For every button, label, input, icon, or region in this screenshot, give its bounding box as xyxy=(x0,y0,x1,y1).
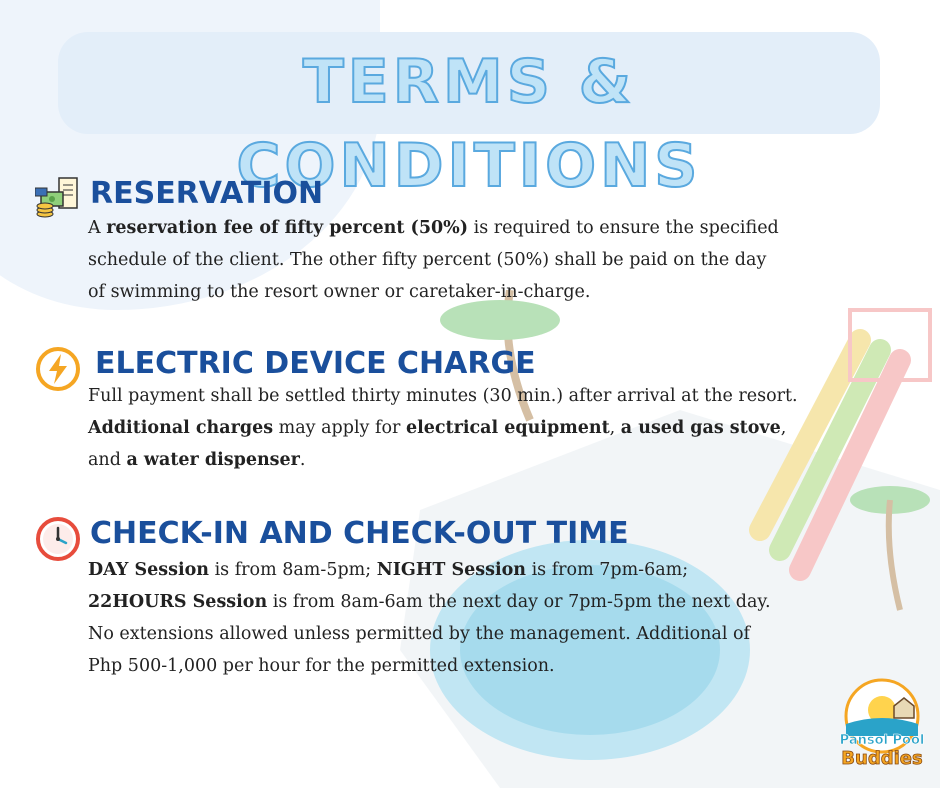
body-line: and a water dispenser. xyxy=(88,450,306,470)
clock-icon xyxy=(35,516,81,562)
section-heading: CHECK-IN AND CHECK-OUT TIME xyxy=(90,516,629,551)
money-receipt-icon xyxy=(35,176,81,222)
body-line: Full payment shall be settled thirty minutes (30 min.) after arrival at the resort. xyxy=(88,386,798,406)
body-line: DAY Session is from 8am-5pm; NIGHT Session is from 7pm-6am; xyxy=(88,560,689,580)
body-line: Additional charges may apply for electrical equipment, a used gas stove, xyxy=(88,418,787,438)
body-line: 22HOURS Session is from 8am-6am the next day or 7pm-5pm the next day. xyxy=(88,592,771,612)
section-heading: RESERVATION xyxy=(90,176,324,211)
section-heading: ELECTRIC DEVICE CHARGE xyxy=(95,346,536,381)
section-body xyxy=(88,212,888,308)
pansol-pool-buddies-logo xyxy=(836,676,928,776)
section-body xyxy=(88,380,888,476)
body-line: Php 500-1,000 per hour for the permitted extension. xyxy=(88,656,555,676)
logo-line2: Buddies xyxy=(841,748,923,769)
page-title: TERMS & CONDITIONS xyxy=(236,47,702,201)
body-line: No extensions allowed unless permitted by the management. Additional of xyxy=(88,624,751,644)
body-line: schedule of the client. The other fifty percent (50%) shall be paid on the day xyxy=(88,250,767,270)
section-body xyxy=(88,554,888,682)
body-line: A reservation fee of fifty percent (50%) is required to ensure the specified xyxy=(88,218,779,238)
body-line: of swimming to the resort owner or caretaker-in-charge. xyxy=(88,282,591,302)
logo-line1: Pansol Pool xyxy=(839,733,925,748)
lightning-icon xyxy=(35,346,81,392)
